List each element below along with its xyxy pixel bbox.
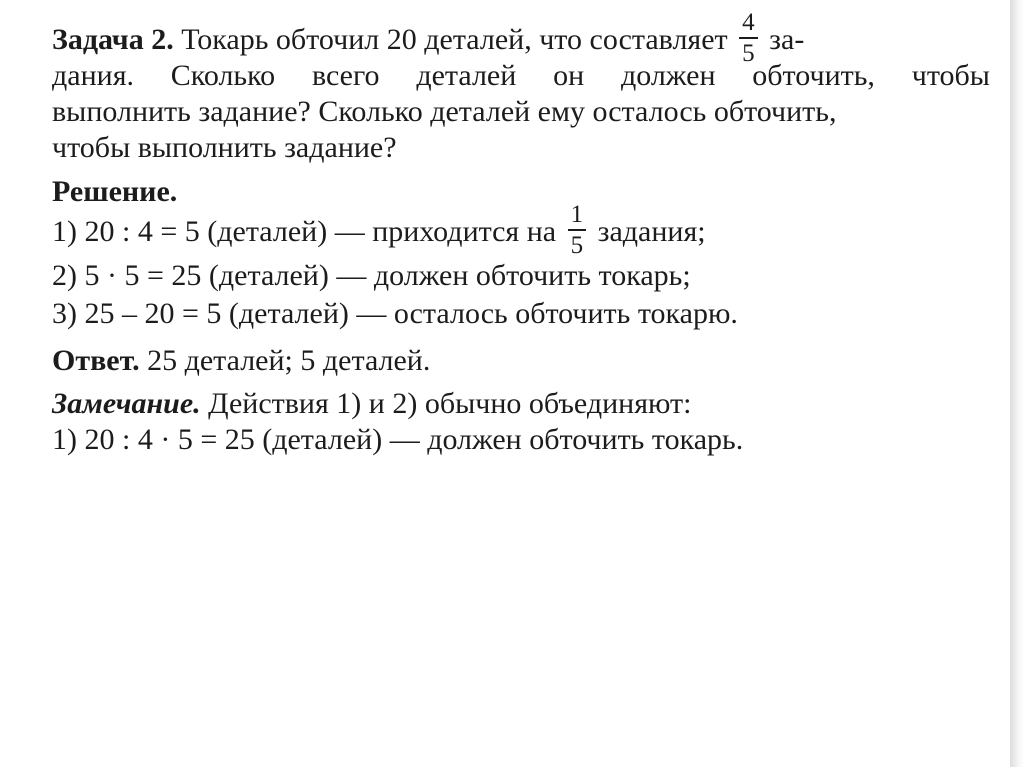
task-line-2-word: он [553, 59, 585, 92]
task-label: Задача 2. [52, 22, 174, 56]
task-fraction-numerator: 4 [739, 10, 758, 39]
task-line-2-word: дания. [52, 59, 134, 92]
answer-text: 25 деталей; 5 деталей. [147, 344, 431, 377]
step-1-fraction-numerator: 1 [568, 202, 587, 231]
task-text-1-tail: за- [769, 22, 805, 56]
remark-label: Замечание. [52, 387, 201, 420]
task-fraction-denominator: 5 [742, 40, 755, 67]
solution-step-3: 3) 25 – 20 = 5 (деталей) — осталось обточить токарю. [52, 297, 738, 330]
task-line-2-word: обточить, [752, 59, 875, 92]
task-text-1: Токарь обточил 20 деталей, что составляет [181, 22, 728, 56]
remark-text: Действия 1) и 2) обычно объединяют: [208, 387, 692, 420]
task-line-2-word: Сколько [170, 59, 276, 92]
task-line-2-word: всего [311, 59, 380, 92]
remark-step: 1) 20 : 4 · 5 = 25 (деталей) — должен обточить токарь. [52, 423, 744, 456]
task-line-2-word: должен [620, 59, 716, 92]
page-edge-shadow [1010, 0, 1024, 767]
task-line-2-word: деталей [416, 59, 517, 92]
task-line-4: чтобы выполнить задание? [52, 131, 397, 164]
solution-step-1-text: 1) 20 : 4 = 5 (деталей) — приходится на [52, 214, 557, 248]
task-line-2-word: чтобы [911, 59, 990, 92]
step-1-fraction-denominator: 5 [570, 232, 584, 259]
answer-line [52, 339, 430, 383]
solution-heading: Решение. [52, 175, 178, 208]
solution-step-1-tail: задания; [597, 214, 706, 248]
solution-step-2: 2) 5 · 5 = 25 (деталей) — должен обточить токарь; [52, 259, 691, 292]
task-line-3: выполнить задание? Сколько деталей ему осталось обточить, [52, 95, 837, 128]
answer-label: Ответ. [52, 344, 140, 377]
solution-step-1-fraction [568, 202, 587, 258]
